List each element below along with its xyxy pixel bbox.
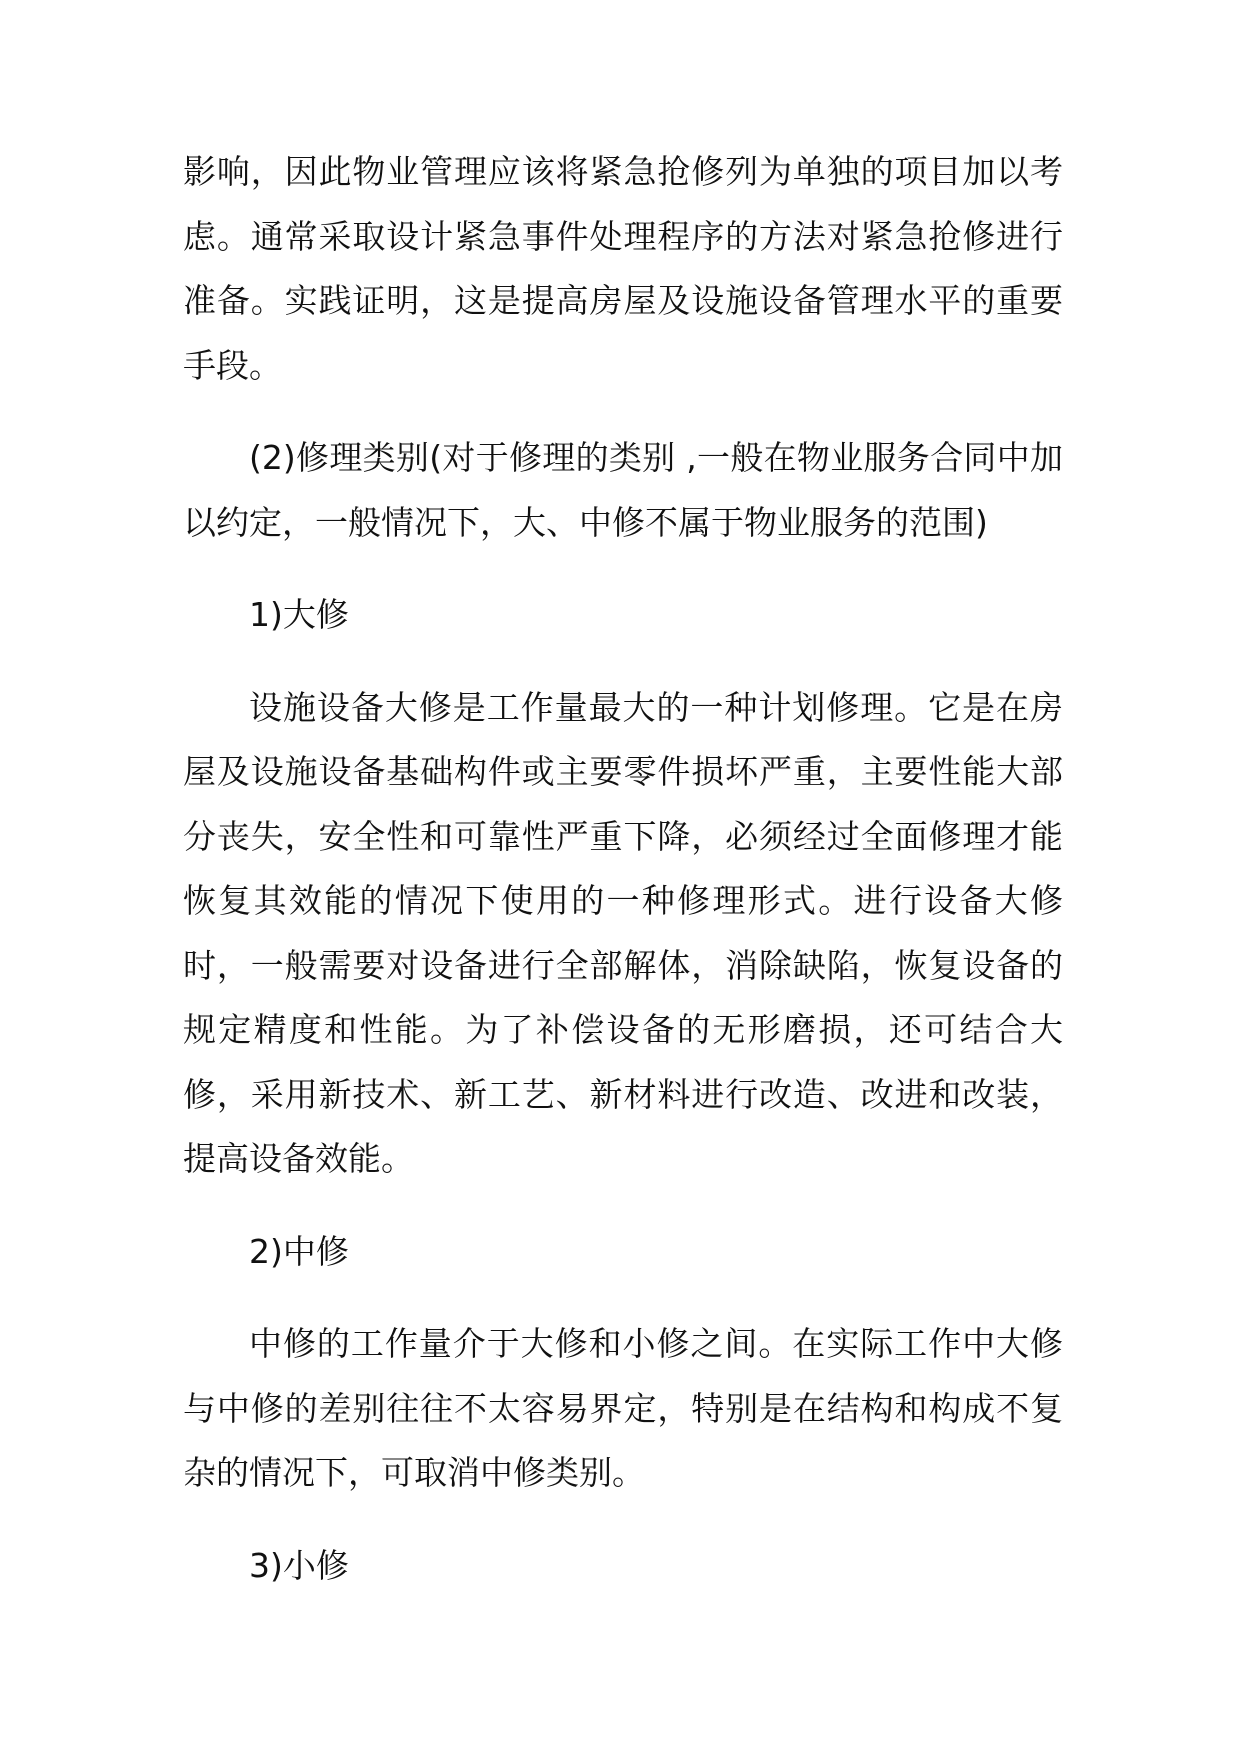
paragraph-major-repair: 设施设备大修是工作量最大的一种计划修理。它是在房屋及设施设备基础构件或主要零件损坏严重，主要性能大部分丧失，安全性和可靠性严重下降，必须经过全面修理才能恢复其效能的情况下使用的一种修理形式。进行设备大修时，一般需要对设备进行全部解体，消除缺陷，恢复设备的规定精度和性能。为了补偿设备的无形磨损，还可结合大修，采用新技术、新工艺、新材料进行改造、改进和改装，提高设备效能。 <box>183 687 1063 1178</box>
heading-major-repair: 1)大修 <box>249 595 349 634</box>
heading-minor-repair: 3)小修 <box>249 1545 349 1585</box>
paragraph-continuation: 影响，因此物业管理应该将紧急抢修列为单独的项目加以考虑。通常采取设计紧急事件处理程序的方法对紧急抢修进行准备。实践证明，这是提高房屋及设施设备管理水平的重要手段。 <box>183 152 1063 385</box>
paragraph-repair-categories: (2)修理类别(对于修理的类别 ,一般在物业服务合同中加以约定，一般情况下，大、中修不属于物业服务的范围) <box>183 438 1063 542</box>
paragraph-medium-repair: 中修的工作量介于大修和小修之间。在实际工作中大修与中修的差别往往不太容易界定，特别是在结构和构成不复杂的情况下，可取消中修类别。 <box>183 1324 1063 1492</box>
document-body <box>183 140 1063 1626</box>
heading-medium-repair: 2)中修 <box>249 1231 349 1271</box>
